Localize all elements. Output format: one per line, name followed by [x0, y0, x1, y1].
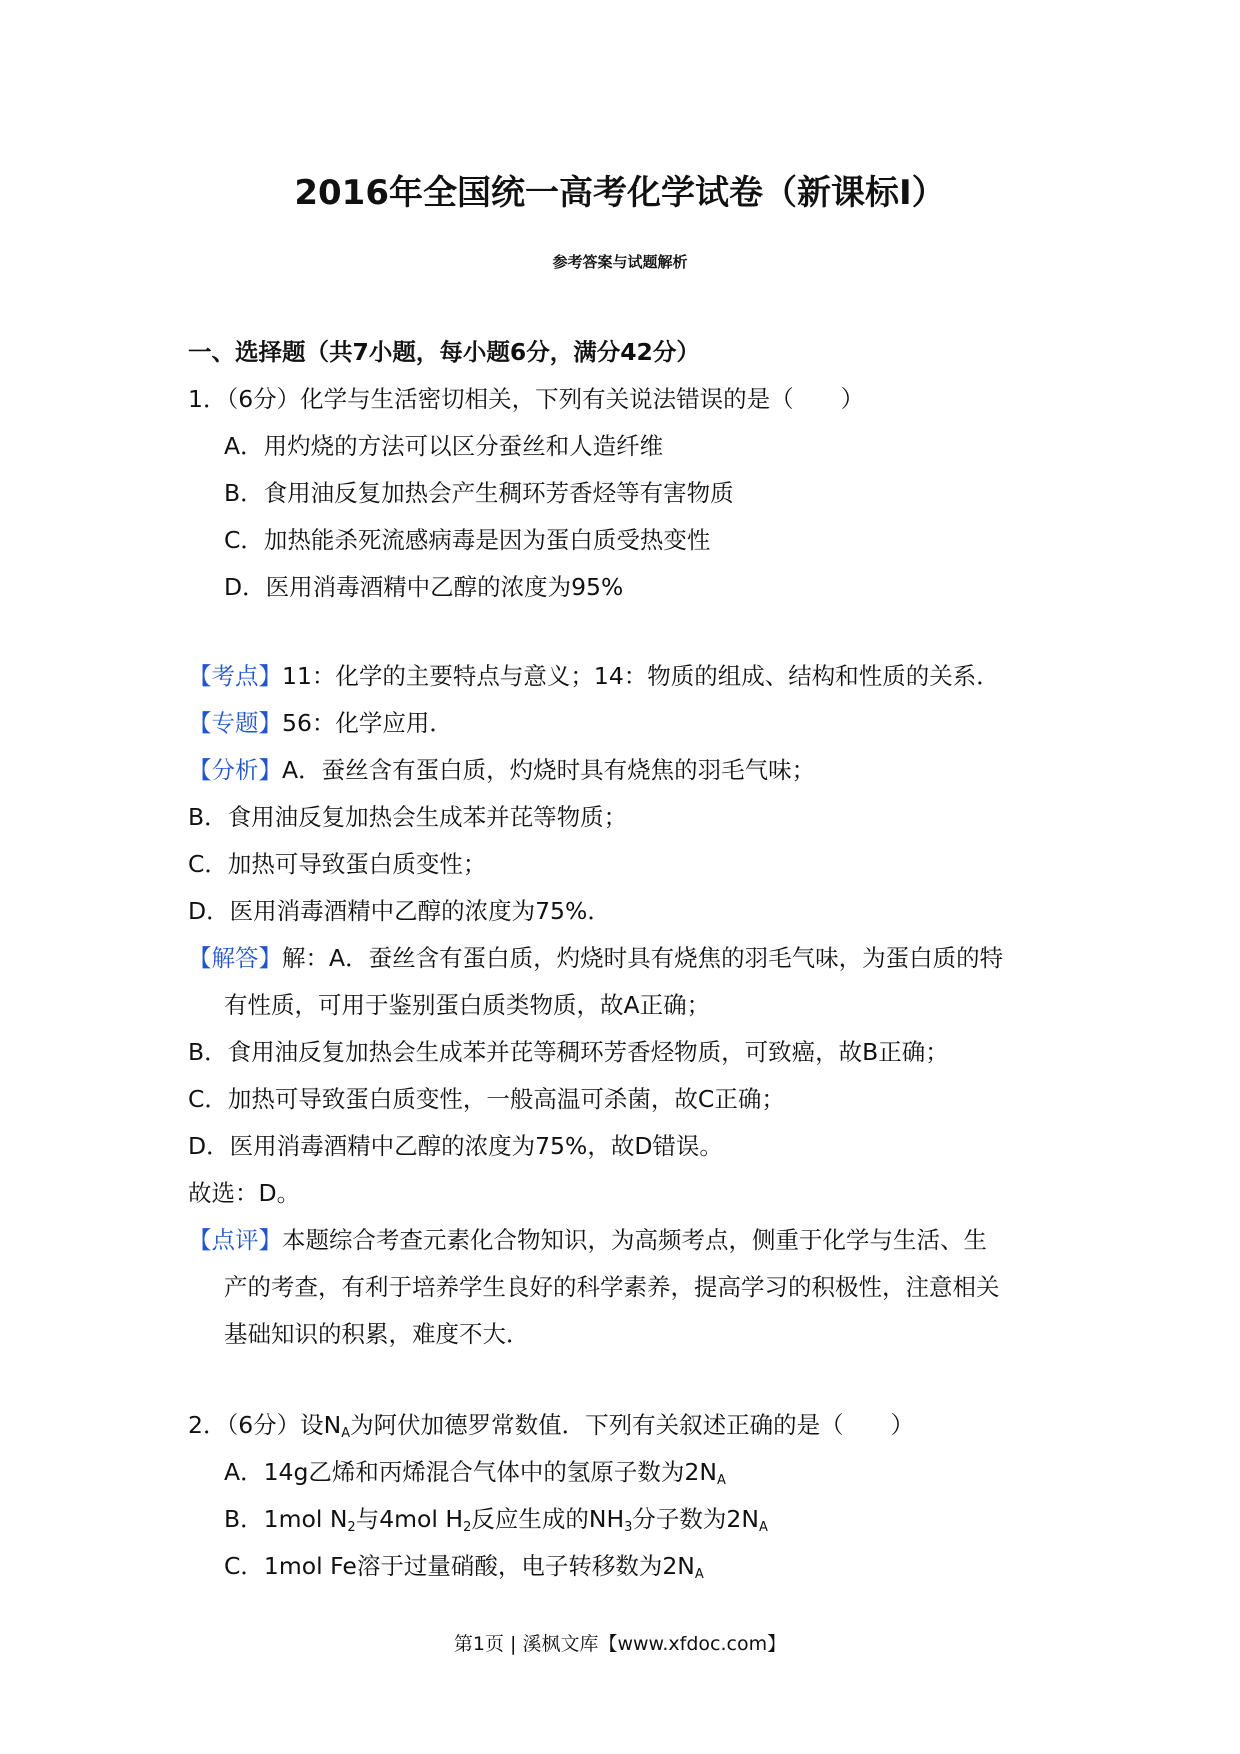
- kaodian-text: 11：化学的主要特点与意义；14：物质的组成、结构和性质的关系．: [282, 662, 1000, 690]
- page-footer: 第1页 | 溪枫文库【www.xfdoc.com】: [453, 1633, 787, 1655]
- dianping-tag: 【点评】: [188, 1226, 282, 1254]
- dianping-text-2: 产的考查，有利于培养学生良好的科学素养，提高学习的积极性，注意相关: [224, 1273, 1000, 1301]
- jieda-row: [188, 935, 1068, 982]
- page-subtitle: 参考答案与试题解析: [552, 253, 688, 271]
- question-1-option-b: B．食用油反复加热会产生稠环芳香烃等有害物质: [224, 479, 734, 507]
- question-2-option-a: [188, 1449, 1068, 1496]
- subscript: 2: [347, 1520, 356, 1535]
- subscript: A: [758, 1520, 768, 1535]
- dianping-text-1: 本题综合考查元素化合物知识，为高频考点，侧重于化学与生活、生: [282, 1226, 987, 1254]
- jieda-text-b: B．食用油反复加热会生成苯并芘等稠环芳香烃物质，可致癌，故B正确；: [188, 1038, 949, 1066]
- jieda-text-c: C．加热可导致蛋白质变性，一般高温可杀菌，故C正确；: [188, 1085, 785, 1113]
- zhuanti-tag: 【专题】: [188, 709, 282, 737]
- fenxi-text-a: A．蚕丝含有蛋白质，灼烧时具有烧焦的羽毛气味；: [282, 756, 816, 784]
- fenxi-text-d: D．医用消毒酒精中乙醇的浓度为75%．: [188, 897, 611, 925]
- question-1-option-d: D．医用消毒酒精中乙醇的浓度为95%: [224, 573, 624, 601]
- jieda-tag: 【解答】: [188, 944, 282, 972]
- fenxi-row: [188, 747, 1068, 794]
- question-2-stem-part2: 为阿伏加德罗常数值．下列有关叙述正确的是（ ）: [350, 1411, 915, 1439]
- zhuanti-text: 56：化学应用．: [282, 709, 453, 737]
- zhuanti-row: [188, 700, 1068, 747]
- question-2-option-b: [188, 1496, 1068, 1543]
- jieda-text-a: 解：A．蚕丝含有蛋白质，灼烧时具有烧焦的羽毛气味，为蛋白质的特: [282, 944, 1004, 972]
- subscript: 3: [624, 1520, 633, 1535]
- subscript: A: [341, 1426, 351, 1441]
- option-b-text-2: 与4mol H: [355, 1505, 464, 1533]
- answer-choice: 故选：D。: [188, 1179, 301, 1207]
- option-b-text-3: 反应生成的NH: [471, 1505, 625, 1533]
- page-title: 2016年全国统一高考化学试卷（新课标Ⅰ）: [294, 173, 946, 213]
- subscript: 2: [463, 1520, 472, 1535]
- jieda-text-a-cont: 有性质，可用于鉴别蛋白质类物质，故A正确；: [224, 991, 711, 1019]
- dianping-row: [188, 1217, 1068, 1264]
- question-2-option-c: [188, 1543, 1068, 1590]
- question-2-stem: [188, 1402, 1068, 1449]
- exam-content: [188, 329, 1068, 1590]
- subscript: A: [716, 1473, 726, 1488]
- question-1-option-c: C．加热能杀死流感病毒是因为蛋白质受热变性: [224, 526, 711, 554]
- option-c-text: C．1mol Fe溶于过量硝酸，电子转移数为2N: [224, 1552, 695, 1580]
- question-2-stem-part1: 2．（6分）设N: [188, 1411, 342, 1439]
- kaodian-tag: 【考点】: [188, 662, 282, 690]
- option-b-text-1: B．1mol N: [224, 1505, 348, 1533]
- kaodian-row: [188, 653, 1068, 700]
- fenxi-text-b: B．食用油反复加热会生成苯并芘等物质；: [188, 803, 628, 831]
- section-heading: 一、选择题（共7小题，每小题6分，满分42分）: [188, 338, 700, 366]
- subscript: A: [694, 1567, 704, 1582]
- jieda-text-d: D．医用消毒酒精中乙醇的浓度为75%，故D错误。: [188, 1132, 723, 1160]
- option-a-text: A．14g乙烯和丙烯混合气体中的氢原子数为2N: [224, 1458, 717, 1486]
- dianping-text-3: 基础知识的积累，难度不大．: [224, 1320, 530, 1348]
- fenxi-tag: 【分析】: [188, 756, 282, 784]
- question-1-stem: 1．（6分）化学与生活密切相关，下列有关说法错误的是（ ）: [188, 385, 865, 413]
- question-1-option-a: A．用灼烧的方法可以区分蚕丝和人造纤维: [224, 432, 664, 460]
- option-b-text-4: 分子数为2N: [632, 1505, 759, 1533]
- fenxi-text-c: C．加热可导致蛋白质变性；: [188, 850, 487, 878]
